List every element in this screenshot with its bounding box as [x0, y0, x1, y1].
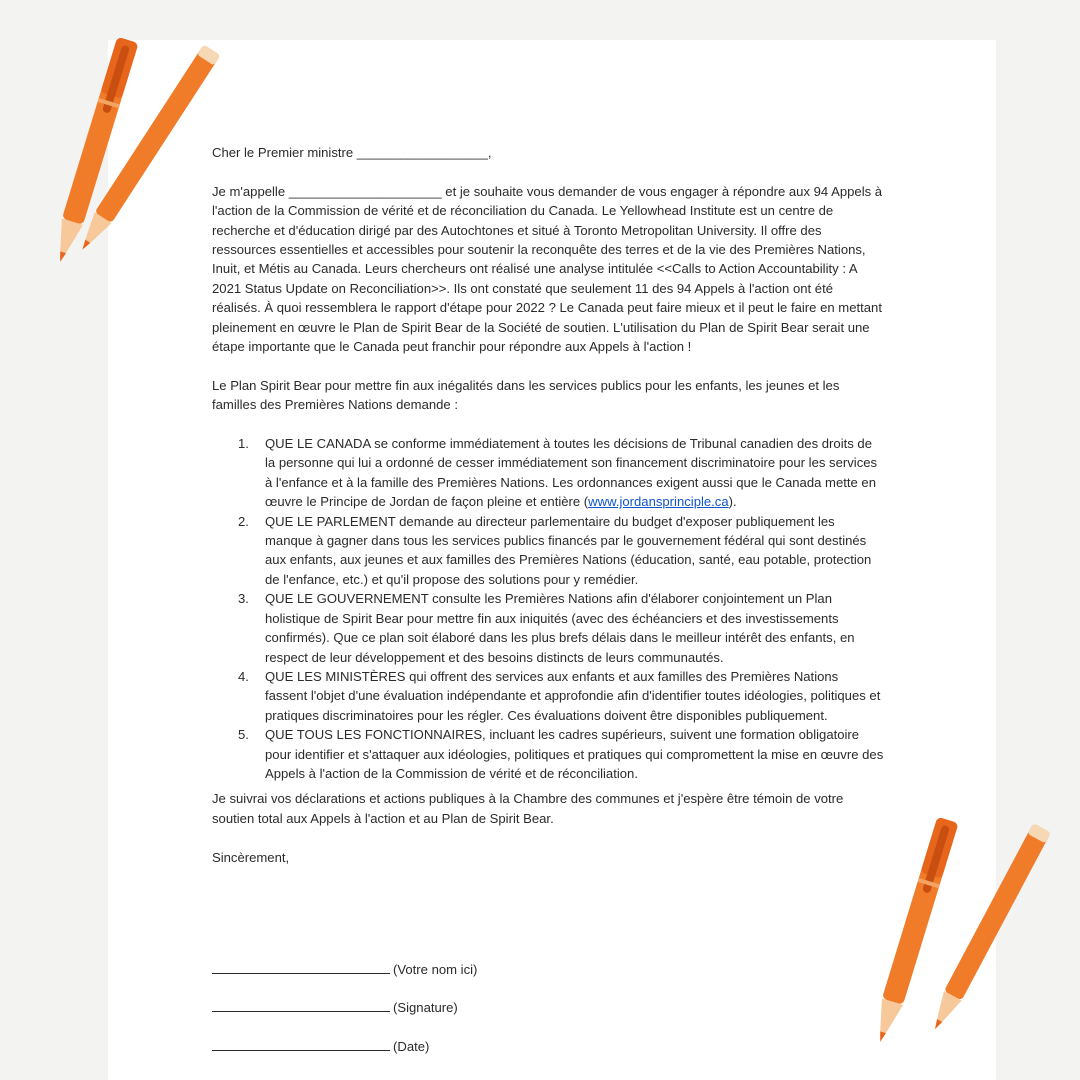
list-item: 5. QUE TOUS LES FONCTIONNAIRES, incluant les cadres supérieurs, suivent une formation obligatoire pour identifier et s'attaquer aux idéologies, politiques et pratiques qui compromettent la mise en œuvre des Appels à l'action de la Commission de vérité et de réconciliation. — [238, 727, 884, 781]
closing-salutation: Sincèrement, — [212, 849, 290, 865]
date-line: (Date) — [212, 1036, 429, 1056]
name-line: (Votre nom ici) — [212, 959, 477, 979]
list-item: 4. QUE LES MINISTÈRES qui offrent des services aux enfants et aux familles des Premières Nations fassent l'objet d'une évaluation indépendante et approfondie afin d'identifier toutes idéologies, politiques et pratiques discriminatoires pour les régler. Ces évaluations doivent être disponibles publiquement. — [238, 668, 881, 723]
demands-list — [212, 434, 884, 783]
closing-paragraph: Je suivrai vos déclarations et actions publiques à la Chambre des communes et j'espère être témoin de votre soutien total aux Appels à l'action et au Plan de Spirit Bear. — [212, 791, 844, 826]
plan-paragraph: Le Plan Spirit Bear pour mettre fin aux inégalités dans les services publics pour les enfants, les jeunes et les familles des Premières Nations demande : — [212, 377, 840, 413]
date-blank[interactable] — [212, 1036, 390, 1051]
name-blank[interactable] — [212, 959, 390, 974]
greeting: Cher le Premier ministre __________________, — [212, 145, 492, 160]
list-item: 2. QUE LE PARLEMENT demande au directeur parlementaire du budget d'exposer publiquement les manque à gagner dans tous les services publics financés par le gouvernement fédéral qui sont destinés aux enfants, aux jeunes et aux familles des Premières Nations (éducation, santé, eau potable, protection de l'enfance, etc.) et qu'il propose des solutions pour y remédier. — [238, 513, 872, 587]
list-item: 1. QUE LE CANADA se conforme immédiatement à toutes les décisions de Tribunal canadien des droits de la personne qui lui a ordonné de cesser immédiatement son financement discriminatoire pour les services à l'enfance et à la famille des Premières Nations. Les ordonnances exigent aussi que le Canada mette en œuvre le Principe de Jordan de façon pleine et entière (www.jordansprinciple.ca). — [238, 436, 878, 510]
jordans-principle-link[interactable]: www.jordansprinciple.ca — [588, 494, 729, 510]
intro-paragraph: Je m'appelle _____________________ et je souhaite vous demander de vous engager à répondre aux 94 Appels à l'action de la Commission de vérité et de réconciliation du Canada. Le Yellowhead Institute est un centre de recherche et d'éducation dirigé par des Autochtones et situé à Toronto Metropolitan University. Il offre des ressources essentielles et accessibles pour soutenir la reconquête des terres et de la vie des Premières Nations, Inuit, et Métis au Canada. Leurs chercheurs ont réalisé une analyse intitulée <<Calls to Action Accountability : A 2021 Status Update on Reconciliation>>. Ils ont constaté que seulement 11 des 94 Appels à l'action ont été réalisés. À quoi ressemblera le rapport d'étape pour 2022 ? Le Canada peut faire mieux et il peut le faire en mettant pleinement en œuvre le Plan de Spirit Bear de la Société de soutien. L'utilisation du Plan de Spirit Bear serait une étape importante que le Canada peut franchir pour répondre aux Appels à l'action ! — [212, 183, 883, 355]
orange-pen-icon — [870, 810, 1070, 1070]
signature-line: (Signature) — [212, 997, 458, 1017]
orange-pen-icon — [40, 30, 240, 290]
letter-body — [212, 143, 884, 867]
signature-blank[interactable] — [212, 997, 390, 1012]
list-item: 3. QUE LE GOUVERNEMENT consulte les Premières Nations afin d'élaborer conjointement un Plan holistique de Spirit Bear pour mettre fin aux iniquités (avec des échéanciers et des investissements confirmés). Que ce plan soit élaboré dans les plus brefs délais dans le meilleur intérêt des enfants, en respect de leur développement et des besoins distincts de leurs communautés. — [238, 591, 855, 665]
